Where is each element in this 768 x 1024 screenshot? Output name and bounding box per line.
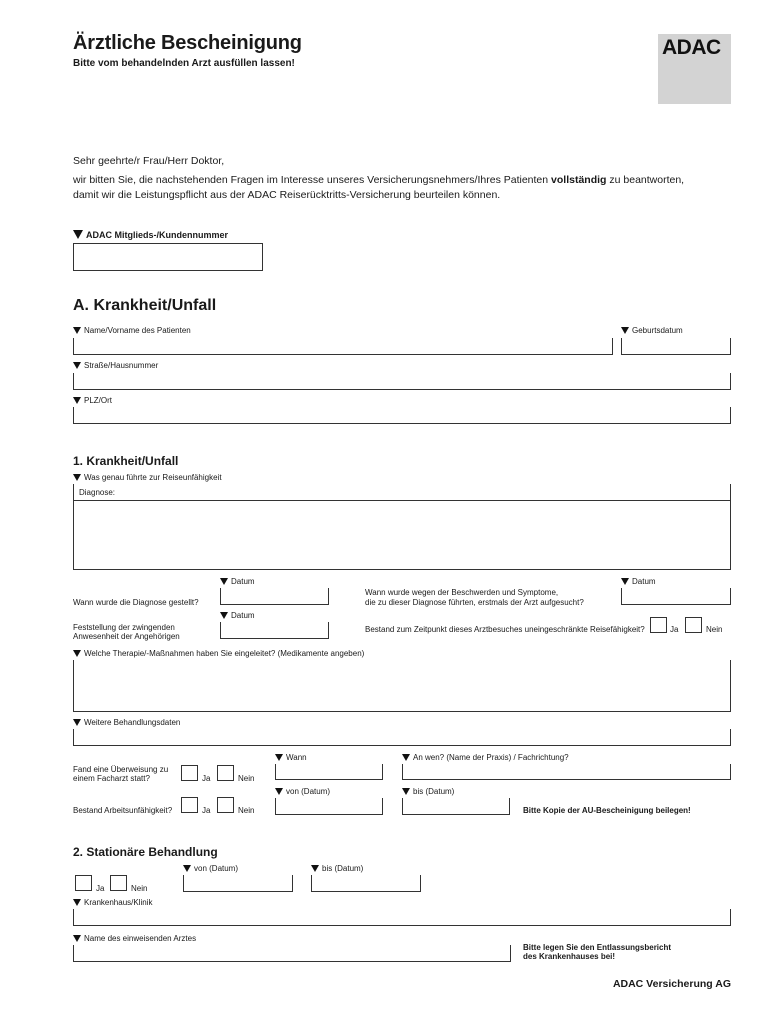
relatives-label-1: Feststellung der zwingenden xyxy=(73,623,175,632)
birth-date-text: Geburtsdatum xyxy=(632,326,683,335)
diagnosis-header-field[interactable] xyxy=(73,484,731,501)
down-triangle-icon xyxy=(402,788,410,795)
referral-to-text: An wen? (Name der Praxis) / Fachrichtung? xyxy=(413,753,569,762)
down-triangle-icon xyxy=(311,865,319,872)
discharge-note-1: Bitte legen Sie den Entlassungsbericht xyxy=(523,943,672,952)
stay-from-label xyxy=(183,864,238,874)
diag-date-text: Datum xyxy=(231,577,255,586)
street-field[interactable] xyxy=(73,373,731,390)
birth-date-label xyxy=(621,326,683,336)
referring-doctor-text: Name des einweisenden Arztes xyxy=(84,934,197,943)
down-triangle-icon xyxy=(73,650,81,657)
street-label xyxy=(73,361,158,371)
down-triangle-icon xyxy=(73,935,81,942)
relatives-date-field[interactable] xyxy=(220,622,329,639)
down-triangle-icon xyxy=(183,865,191,872)
down-triangle-icon xyxy=(73,719,81,726)
incapacity-no-checkbox[interactable] xyxy=(217,797,234,813)
intro-text: zu beantworten, xyxy=(606,174,685,186)
down-triangle-icon xyxy=(275,788,283,795)
company-footer: ADAC Versicherung AG xyxy=(612,978,731,990)
referring-doctor-field[interactable] xyxy=(73,945,511,962)
member-number-text: ADAC Mitglieds-/Kundennummer xyxy=(86,230,229,240)
down-triangle-icon xyxy=(73,327,81,334)
relatives-date-text: Datum xyxy=(231,611,255,620)
street-text: Straße/Hausnummer xyxy=(84,361,159,370)
down-triangle-icon xyxy=(275,754,283,761)
referring-doctor-label xyxy=(73,934,196,944)
intro-bold: vollständig xyxy=(551,174,607,186)
diagnosis-label: Diagnose: xyxy=(79,488,116,497)
city-text: PLZ/Ort xyxy=(84,396,113,405)
down-triangle-icon xyxy=(73,397,81,404)
patient-name-label xyxy=(73,326,191,336)
incapacity-from-field[interactable] xyxy=(275,798,383,815)
referral-no-checkbox[interactable] xyxy=(217,765,234,781)
travel-ability-yes-label: Ja xyxy=(670,625,679,634)
down-triangle-icon xyxy=(73,474,81,481)
down-triangle-icon xyxy=(220,612,228,619)
inpatient-yes-checkbox[interactable] xyxy=(75,875,92,891)
incapacity-until-text: bis (Datum) xyxy=(413,787,455,796)
incapacity-until-label xyxy=(402,787,454,797)
birth-date-field[interactable] xyxy=(621,338,731,355)
inpatient-no-checkbox[interactable] xyxy=(110,875,127,891)
city-label xyxy=(73,396,112,406)
hospital-field[interactable] xyxy=(73,909,731,926)
therapy-label xyxy=(73,649,364,659)
hospital-label xyxy=(73,898,152,908)
diagnosis-field[interactable] xyxy=(73,500,731,570)
intro-line-2: damit wir die Leistungspflicht aus der ADAC Reiserücktritts-Versicherung beurteilen können. xyxy=(73,189,501,201)
down-triangle-icon xyxy=(73,899,81,906)
first-visit-date-text: Datum xyxy=(632,577,656,586)
down-triangle-icon xyxy=(73,230,83,239)
therapy-field[interactable] xyxy=(73,660,731,712)
reason-text: Was genau führte zur Reiseunfähigkeit xyxy=(84,473,222,482)
patient-name-field[interactable] xyxy=(73,338,613,355)
stay-until-field[interactable] xyxy=(311,875,421,892)
travel-ability-no-checkbox[interactable] xyxy=(685,617,702,633)
referral-when-field[interactable] xyxy=(275,764,383,780)
travel-ability-yes-checkbox[interactable] xyxy=(650,617,667,633)
first-visit-date-label xyxy=(621,577,656,587)
inpatient-no-label: Nein xyxy=(131,884,148,893)
referral-label-1: Fand eine Überweisung zu xyxy=(73,765,169,774)
down-triangle-icon xyxy=(621,327,629,334)
referral-label-2: einem Facharzt statt? xyxy=(73,774,150,783)
logo-text: ADAC xyxy=(662,36,721,59)
city-field[interactable] xyxy=(73,407,731,424)
relatives-label-2: Anwesenheit der Angehörigen xyxy=(73,632,180,641)
further-data-text: Weitere Behandlungsdaten xyxy=(84,718,181,727)
referral-yes-checkbox[interactable] xyxy=(181,765,198,781)
incapacity-no-label: Nein xyxy=(238,806,255,815)
incapacity-yes-label: Ja xyxy=(202,806,211,815)
first-visit-label-2: die zu dieser Diagnose führten, erstmals der Arzt aufgesucht? xyxy=(365,598,584,607)
incapacity-from-label xyxy=(275,787,330,797)
further-data-field[interactable] xyxy=(73,729,731,746)
down-triangle-icon xyxy=(402,754,410,761)
incapacity-from-text: von (Datum) xyxy=(286,787,331,796)
hospital-text: Krankenhaus/Klinik xyxy=(84,898,153,907)
first-visit-date-field[interactable] xyxy=(621,588,731,605)
down-triangle-icon xyxy=(220,578,228,585)
travel-ability-label: Bestand zum Zeitpunkt dieses Arztbesuches uneingeschränkte Reisefähigkeit? xyxy=(365,625,645,634)
discharge-note-2: des Krankenhauses bei! xyxy=(523,952,616,961)
adac-logo xyxy=(658,34,731,104)
member-number-label xyxy=(73,230,228,240)
referral-no-label: Nein xyxy=(238,774,255,783)
member-number-field[interactable] xyxy=(73,243,263,271)
referral-to-label xyxy=(402,753,569,763)
stay-from-field[interactable] xyxy=(183,875,293,892)
incapacity-label: Bestand Arbeitsunfähigkeit? xyxy=(73,806,173,815)
down-triangle-icon xyxy=(73,362,81,369)
stay-from-text: von (Datum) xyxy=(194,864,239,873)
further-data-label xyxy=(73,718,180,728)
travel-ability-no-label: Nein xyxy=(706,625,723,634)
therapy-text: Welche Therapie/-Maßnahmen haben Sie eingeleitet? (Medikamente angeben) xyxy=(84,649,365,658)
diag-date-label xyxy=(220,577,255,587)
referral-yes-label: Ja xyxy=(202,774,211,783)
down-triangle-icon xyxy=(621,578,629,585)
diag-date-field[interactable] xyxy=(220,588,329,605)
when-diagnosis-label: Wann wurde die Diagnose gestellt? xyxy=(73,598,199,607)
au-note: Bitte Kopie der AU-Bescheinigung beilegen! xyxy=(523,806,691,815)
relatives-date-label xyxy=(220,611,255,621)
referral-when-label xyxy=(275,753,307,763)
referral-to-field[interactable] xyxy=(402,764,731,780)
patient-name-text: Name/Vorname des Patienten xyxy=(84,326,191,335)
page-subtitle: Bitte vom behandelnden Arzt ausfüllen lassen! xyxy=(73,58,295,69)
section-1-title: 1. Krankheit/Unfall xyxy=(73,454,179,468)
inpatient-yes-label: Ja xyxy=(96,884,105,893)
stay-until-text: bis (Datum) xyxy=(322,864,364,873)
first-visit-label-1: Wann wurde wegen der Beschwerden und Symptome, xyxy=(365,588,559,597)
incapacity-until-field[interactable] xyxy=(402,798,510,815)
incapacity-yes-checkbox[interactable] xyxy=(181,797,198,813)
intro-line-1 xyxy=(73,173,684,187)
intro-text: wir bitten Sie, die nachstehenden Fragen im Interesse unseres Versicherungsnehmers/Ihres Patienten xyxy=(73,174,552,186)
referral-when-text: Wann xyxy=(286,753,307,762)
section-a-title: A. Krankheit/Unfall xyxy=(73,297,217,314)
greeting: Sehr geehrte/r Frau/Herr Doktor, xyxy=(73,155,225,167)
section-2-title: 2. Stationäre Behandlung xyxy=(73,845,218,859)
page-title: Ärztliche Bescheinigung xyxy=(73,32,302,54)
reason-label xyxy=(73,473,222,483)
stay-until-label xyxy=(311,864,363,874)
